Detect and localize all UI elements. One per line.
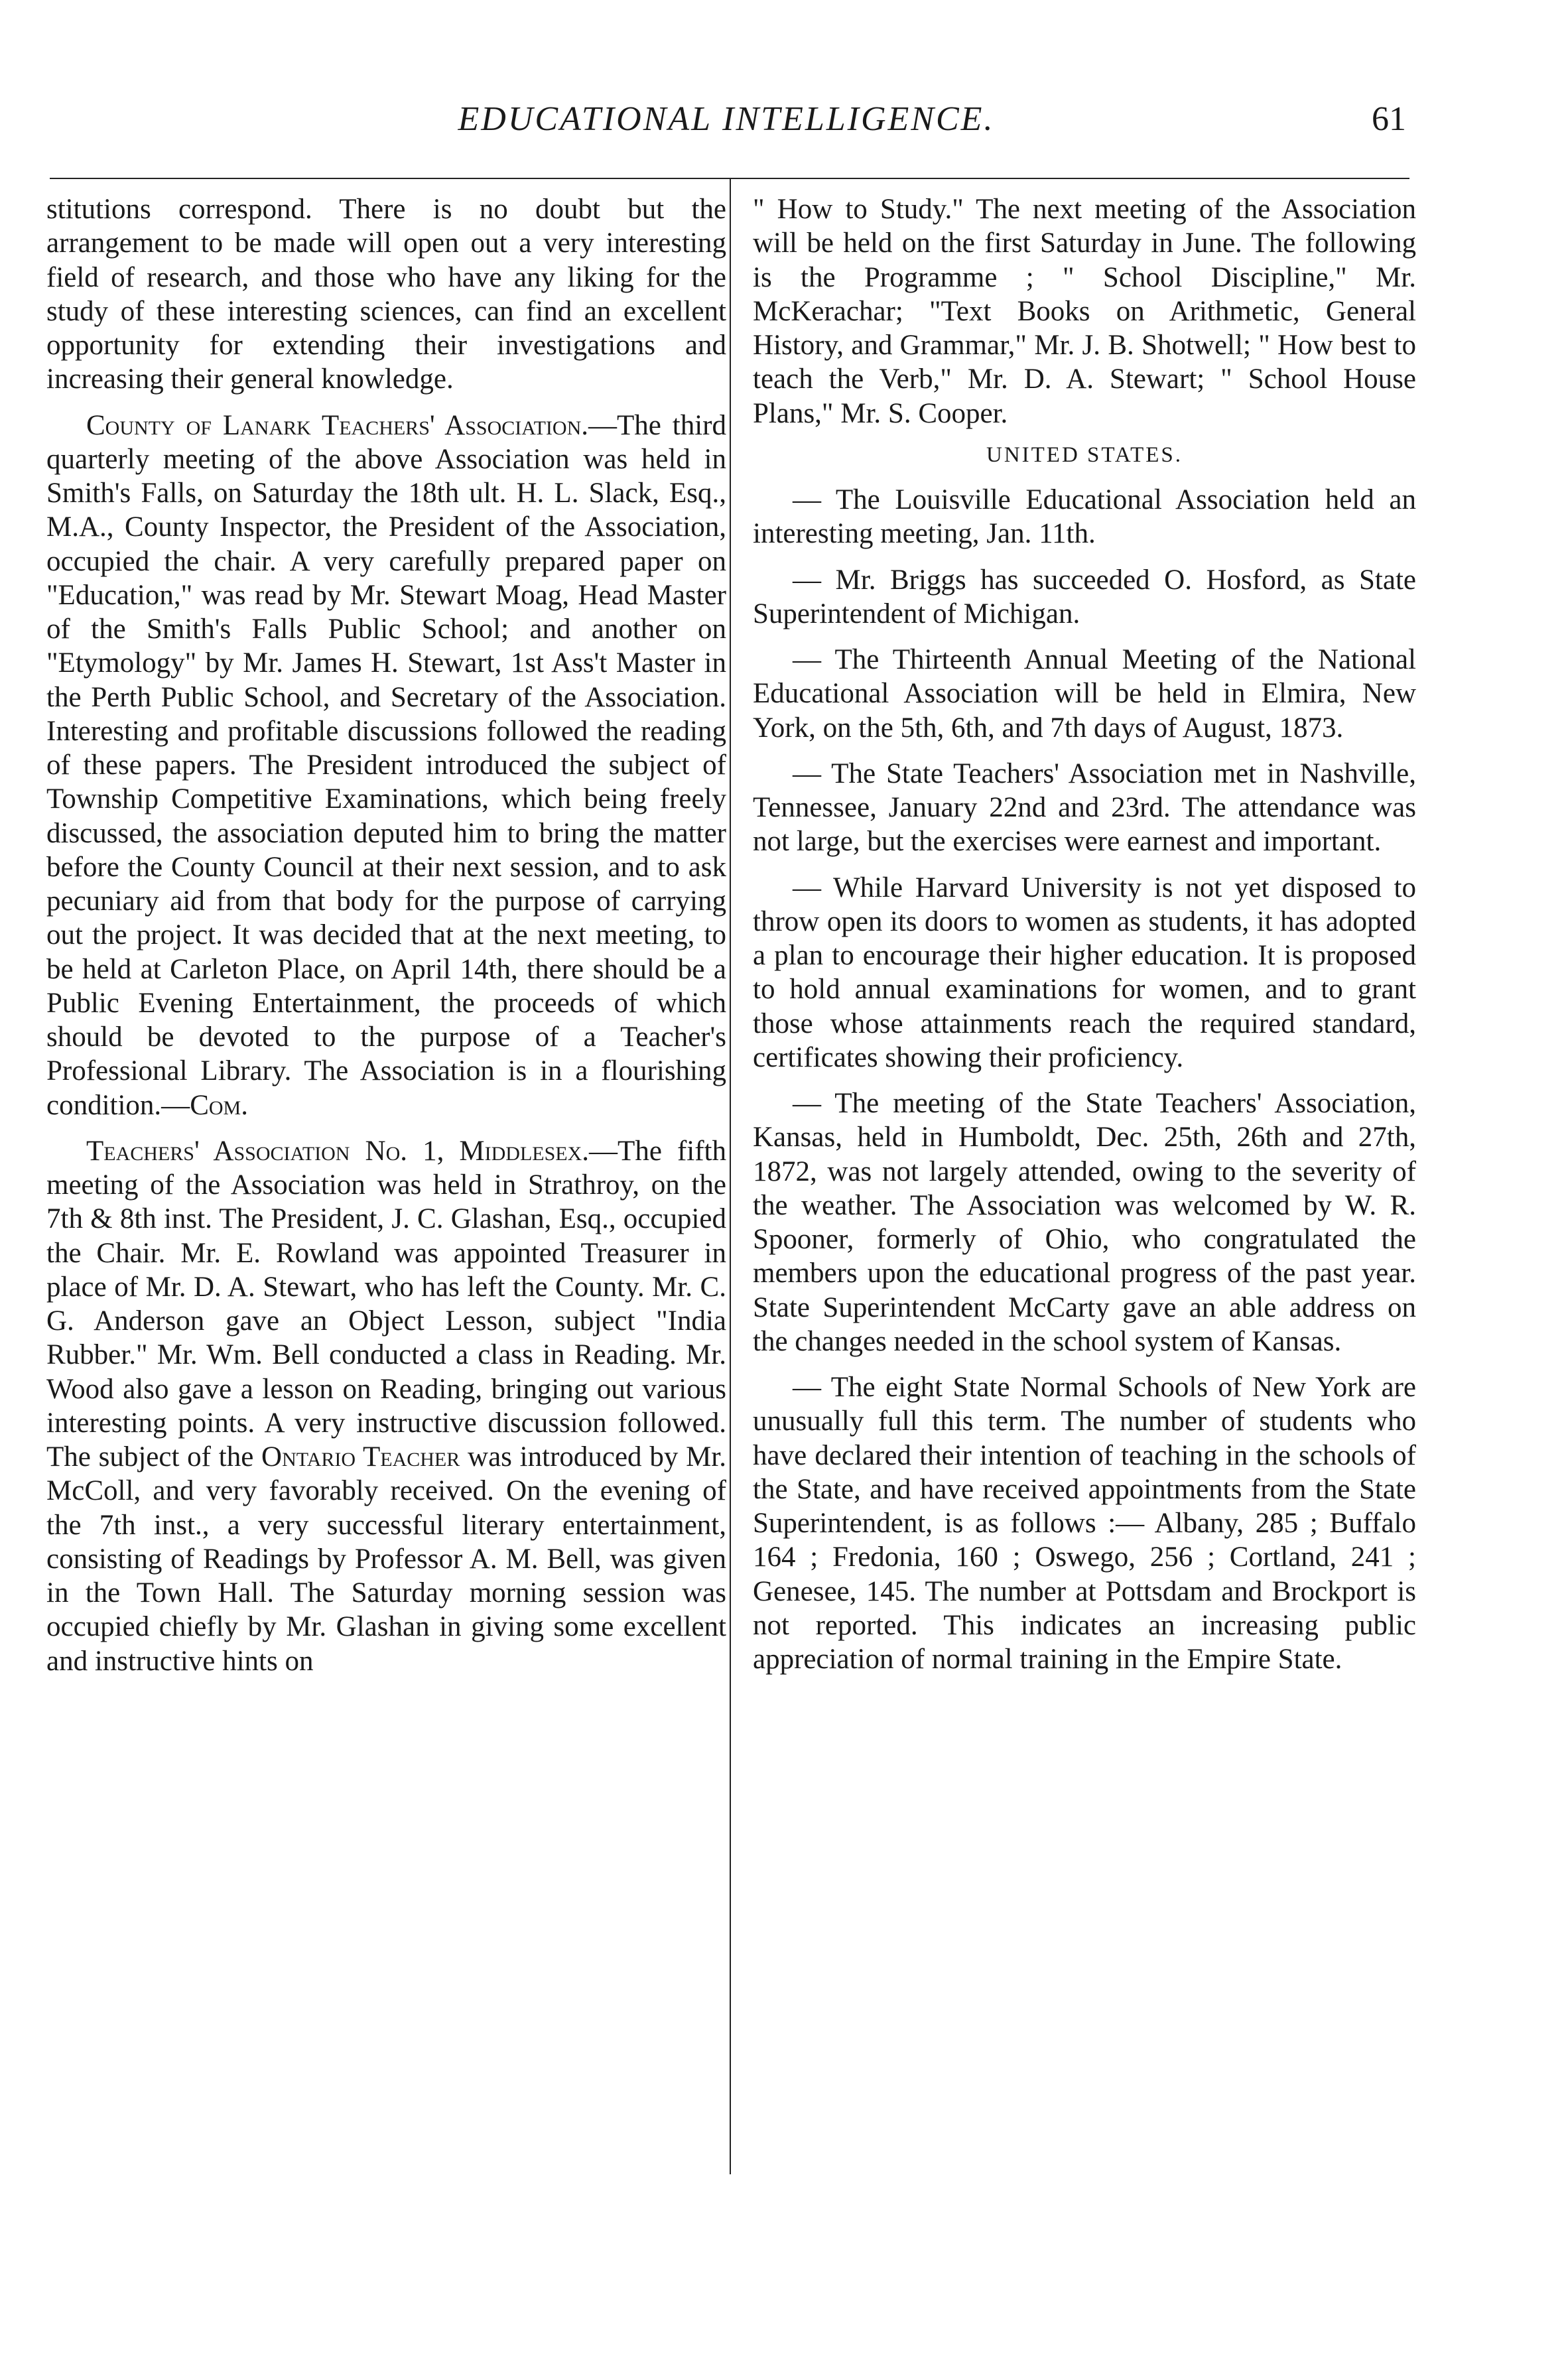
section-heading: UNITED STATES.	[986, 442, 1183, 467]
article-body: —The fifth meeting of the Association was held in Strathroy, on the 7th & 8th inst. The President, J. C. Glashan, Esq., occupied the Chair. Mr. E. Rowland was appointed Treasurer in place of Mr. D. A. Stewart, who has left the County. Mr. C. G. Anderson gave an Object Lesson, subject "India Rubber." Mr. Wm. Bell conducted a class in Reading. Mr. Wood also gave a lesson on Reading, bringing out various interesting points. A very instructive discussion followed. The subject of the	[46, 1135, 726, 1473]
right-column	[753, 192, 1416, 2182]
news-item: — While Harvard University is not yet disposed to throw open its doors to women as students, it has adopted a plan to encourage their higher education. It is proposed to hold annual examinations for women, and to grant those whose attainments reach the required standard, certificates showing their proficiency.	[753, 872, 1416, 1073]
news-item: — The eight State Normal Schools of New York are unusually full this term. The number of students who have declared their intention of teaching in the schools of the State, and have received appointments from the State Superintendent, is as follows :— Albany, 285 ; Buffalo 164 ; Fredonia, 160 ; Oswego, 256 ; Cortland, 241 ; Genesee, 145. The number at Pottsdam and Brockport is not reported. This indicates an increasing public appreciation of normal training in the Empire State.	[753, 1372, 1416, 1675]
column-divider	[730, 178, 731, 2174]
signature: Com.	[190, 1089, 248, 1121]
article-heading: Teachers' Association No. 1, Middlesex.	[86, 1135, 590, 1167]
news-item: — Mr. Briggs has succeeded O. Hosford, as State Superintendent of Michigan.	[753, 564, 1416, 629]
news-item: — The Louisville Educational Association held an interesting meeting, Jan. 11th.	[753, 484, 1416, 550]
left-column	[46, 192, 726, 2182]
page-header	[46, 99, 1406, 159]
journal-title: Ontario Teacher	[261, 1441, 460, 1473]
paragraph-continuation: " How to Study." The next meeting of the Association will be held on the first Saturday in June. The following is the Programme ; " School Discipline," Mr. McKerachar; "Text Books on Arithmetic, General History, and Grammar," Mr. J. B. Shotwell; " How best to teach the Verb," Mr. D. A. Stewart; " School House Plans," Mr. S. Cooper.	[753, 194, 1416, 429]
paragraph-continuation: stitutions correspond. There is no doubt but the arrangement to be made will open out a very interesting field of research, and those who have any liking for the study of these interesting sciences, can find an excellent opportunity for extending their investigations and increasing their general knowledge.	[46, 194, 726, 395]
article-heading: County of Lanark Teachers' Association.	[86, 409, 588, 441]
running-title: EDUCATIONAL INTELLIGENCE.	[458, 100, 995, 138]
news-item: — The State Teachers' Association met in Nashville, Tennessee, January 22nd and 23rd. The attendance was not large, but the exercises were earnest and important.	[753, 757, 1416, 858]
article-body: was introduced by Mr. McColl, and very favorably received. On the evening of the 7th inst., a very successful literary entertainment, consisting of Readings by Professor A. M. Bell, was given in the Town Hall. The Saturday morning session was occupied chiefly by Mr. Glashan in giving some excellent and instructive hints on	[46, 1441, 726, 1677]
news-item: — The Thirteenth Annual Meeting of the National Educational Association will be held in Elmira, New York, on the 5th, 6th, and 7th days of August, 1873.	[753, 644, 1416, 744]
news-item: — The meeting of the State Teachers' Association, Kansas, held in Humboldt, Dec. 25th, 26th and 27th, 1872, was not largely attended, owing to the severity of the weather. The Association was welcomed by W. R. Spooner, formerly of Ohio, who congratulated the members upon the educational progress of the past year. State Superintendent McCarty gave an able address on the changes needed in the school system of Kansas.	[753, 1088, 1416, 1357]
article-middlesex	[46, 1134, 726, 1678]
article-lanark	[46, 409, 726, 1122]
page-number: 61	[1372, 100, 1406, 138]
article-body: —The third quarterly meeting of the above Association was held in Smith's Falls, on Saturday the 18th ult. H. L. Slack, Esq., M.A., County Inspector, the President of the Association, occupied the chair. A very carefully prepared paper on "Education," was read by Mr. Stewart Moag, Head Master of the Smith's Falls Public School; and another on "Etymology" by Mr. James H. Stewart, 1st Ass't Master in the Perth Public School, and Secretary of the Association. Interesting and profitable discussions followed the reading of these papers. The President introduced the subject of Township Competitive Examinations, which being freely discussed, the association deputed him to bring the matter before the County Council at their next session, and to ask pecuniary aid from that body for the purpose of carrying out the project. It was decided that at the next meeting, to be held at Carleton Place, on April 14th, there should be a Public Evening Entertainment, the proceeds of which should be devoted to the purpose of a Teacher's Professional Library. The Association is in a flourishing condition.—	[46, 409, 726, 1121]
